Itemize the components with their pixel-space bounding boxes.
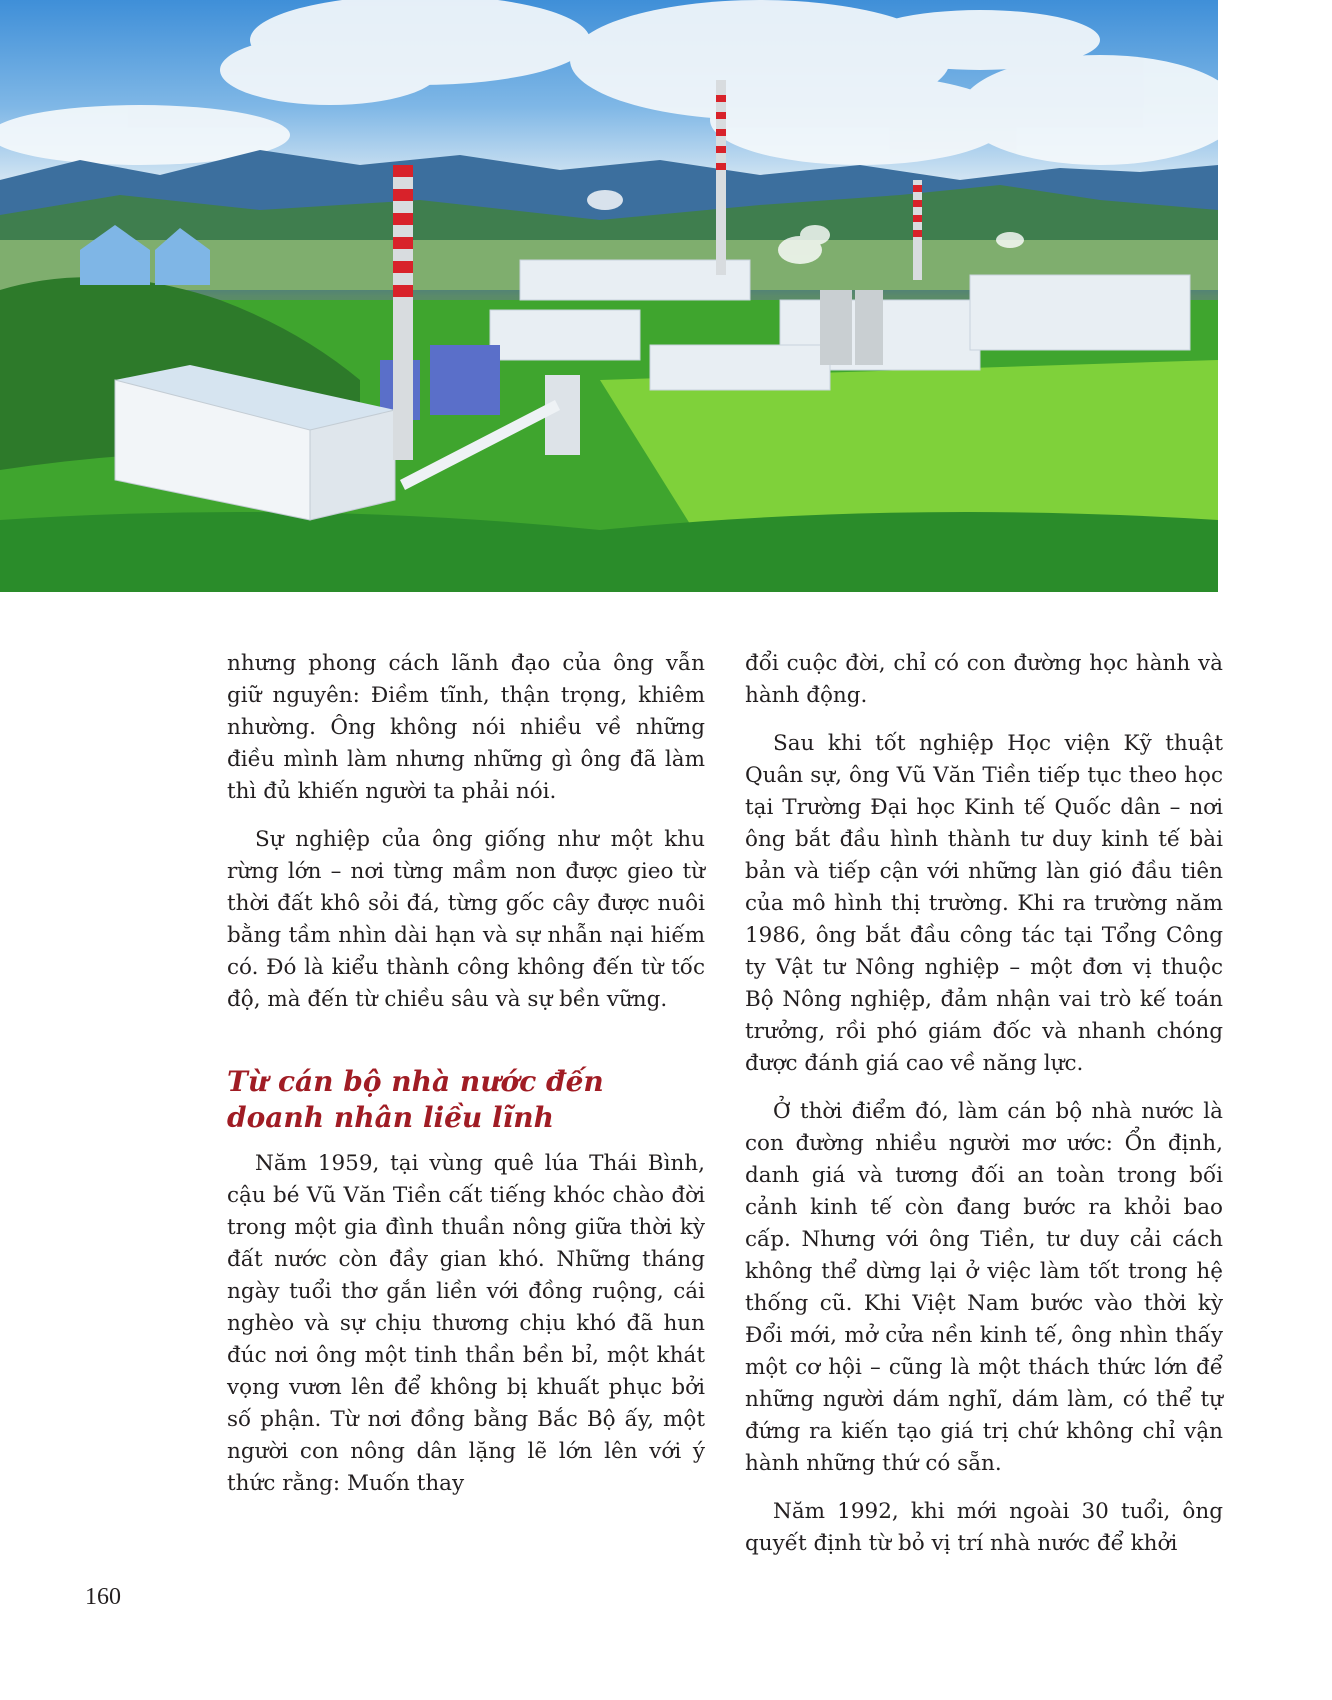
- chimney-tall: [716, 80, 726, 275]
- paragraph: Sự nghiệp của ông giống như một khu rừng lớn – nơi từng mầm non được gieo từ thời đất khô sỏi đá, từng gốc cây được nuôi bằng tầm nhìn dài hạn và sự nhẫn nại hiếm có. Đó là kiểu thành công không đến từ tốc độ, mà đến từ chiều sâu và sự bền vững.: [227, 827, 705, 1012]
- factory-photo: [0, 0, 1218, 592]
- grey-silos: [820, 290, 883, 365]
- paragraph: Ở thời điểm đó, làm cán bộ nhà nước là con đường nhiều người mơ ước: Ổn định, danh giá và tương đối an toàn trong bối cảnh kinh tế còn đang bước ra khỏi bao cấp. Nhưng với ông Tiền, tư duy cải cách không thể dừng lại ở việc làm tốt trong hệ thống cũ. Khi Việt Nam bước vào thời kỳ Đổi mới, mở cửa nền kinh tế, ông nhìn thấy một cơ hội – cũng là một thách thức lớn để những người dám nghĩ, dám làm, có thể tự đứng ra kiến tạo giá trị chứ không chỉ vận hành những thứ có sẵn.: [745, 1099, 1223, 1476]
- chimney-right: [913, 180, 922, 280]
- page-number: 160: [85, 1584, 121, 1610]
- text-column-right: [745, 648, 1223, 1576]
- paragraph: nhưng phong cách lãnh đạo của ông vẫn giữ nguyên: Điềm tĩnh, thận trọng, khiêm nhường. Ông không nói nhiều về những điều mình làm nhưng những gì ông đã làm thì đủ khiến người ta phải nói.: [227, 651, 705, 804]
- chimney-front: [393, 165, 413, 460]
- paragraph: đổi cuộc đời, chỉ có con đường học hành và hành động.: [745, 651, 1223, 708]
- text-column-left: [227, 648, 705, 1516]
- section-heading: Từ cán bộ nhà nước đến doanh nhân liều lĩnh: [227, 1065, 604, 1134]
- paragraph: Sau khi tốt nghiệp Học viện Kỹ thuật Quân sự, ông Vũ Văn Tiền tiếp tục theo học tại Trường Đại học Kinh tế Quốc dân – nơi ông bắt đầu hình thành tư duy kinh tế bài bản và tiếp cận với những làn gió đầu tiên của mô hình thị trường. Khi ra trường năm 1986, ông bắt đầu công tác tại Tổng Công ty Vật tư Nông nghiệp – một đơn vị thuộc Bộ Nông nghiệp, đảm nhận vai trò kế toán trưởng, rồi phó giám đốc và nhanh chóng được đánh giá cao về năng lực.: [745, 731, 1223, 1076]
- factory-illustration: [0, 0, 1218, 592]
- clouds: [0, 0, 1218, 165]
- paragraph: Năm 1992, khi mới ngoài 30 tuổi, ông quyết định từ bỏ vị trí nhà nước để khởi: [745, 1499, 1223, 1556]
- paragraph: Năm 1959, tại vùng quê lúa Thái Bình, cậu bé Vũ Văn Tiền cất tiếng khóc chào đời trong một gia đình thuần nông giữa thời kỳ đất nước còn đầy gian khó. Những tháng ngày tuổi thơ gắn liền với đồng ruộng, cái nghèo và sự chịu thương chịu khó đã hun đúc nơi ông một tinh thần bền bỉ, một khát vọng vươn lên để không bị khuất phục bởi số phận. Từ nơi đồng bằng Bắc Bộ ấy, một người con nông dân lặng lẽ lớn lên với ý thức rằng: Muốn thay: [227, 1151, 705, 1496]
